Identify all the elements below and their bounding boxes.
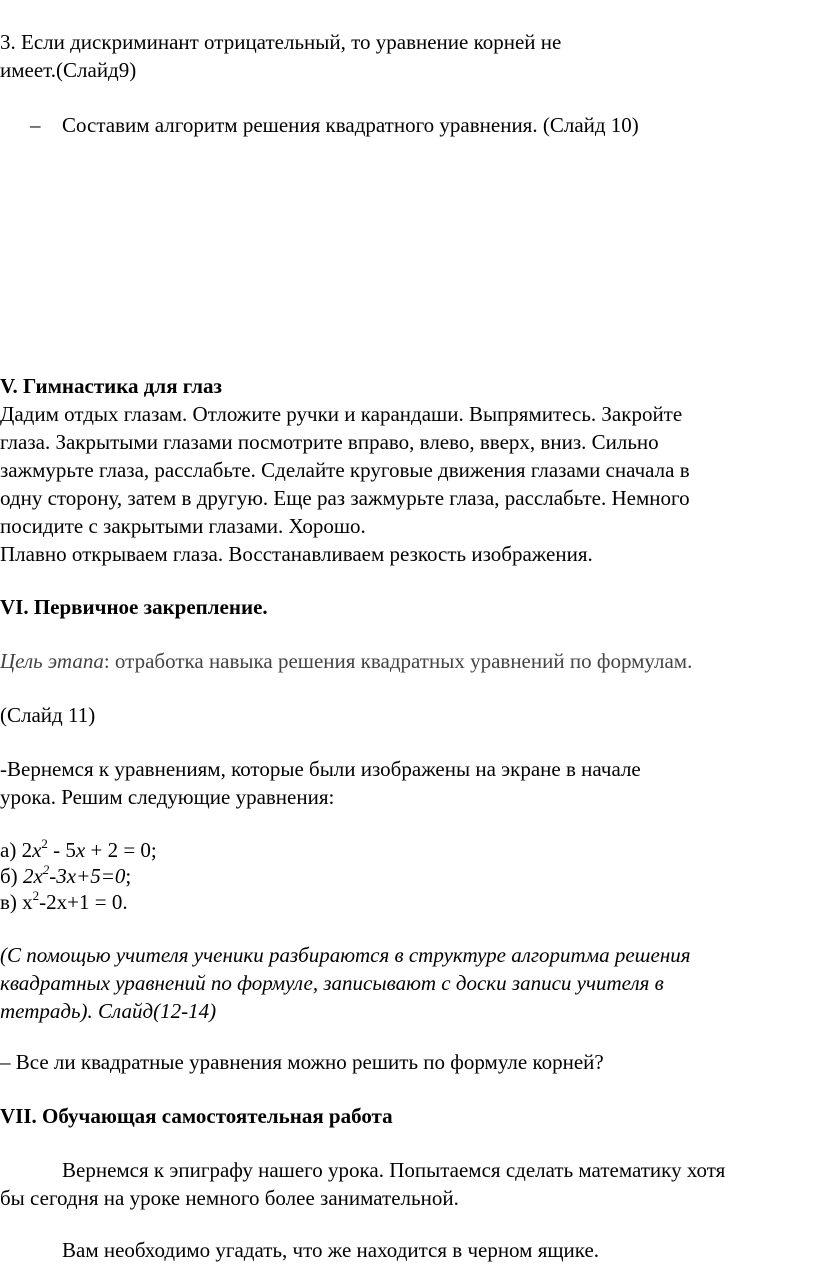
- eq-a-end: + 2 = 0;: [85, 838, 157, 862]
- eq-a-exponent: 2: [41, 836, 48, 851]
- question-line: – Все ли квадратные уравнения можно решить по формуле корней?: [0, 1050, 604, 1074]
- intro-line1: -Вернемся к уравнениям, которые были изображены на экране в начале: [0, 757, 641, 781]
- slide11-label: (Слайд 11): [0, 703, 96, 727]
- section5-line: зажмурьте глаза, расслабьте. Сделайте круговые движения глазами сначала в: [0, 458, 690, 482]
- note-line: тетрадь). Слайд(12-14): [0, 999, 217, 1023]
- goal-label: Цель этапа: [0, 649, 104, 673]
- note-line: (С помощью учителя ученики разбираются в структуре алгоритма решения: [0, 943, 691, 967]
- equation-b: [0, 862, 131, 890]
- equation-c: [0, 888, 128, 916]
- eq-a-var: x: [32, 838, 42, 862]
- para2: Вам необходимо угадать, что же находится в черном ящике.: [62, 1238, 600, 1262]
- eq-b-prefix: б): [0, 864, 23, 888]
- section5-line: одну сторону, затем в другую. Еще раз зажмурьте глаза, расслабьте. Немного: [0, 486, 690, 510]
- eq-a-mid: - 5: [47, 838, 76, 862]
- section5-body: [0, 400, 690, 568]
- section5-line: Дадим отдых глазам. Отложите ручки и карандаши. Выпрямитесь. Закройте: [0, 402, 683, 426]
- section5-line: глаза. Закрытыми глазами посмотрите вправо, влево, вверх, вниз. Сильно: [0, 430, 659, 454]
- eq-a-var: x: [75, 838, 86, 862]
- section5-line: Плавно открываем глаза. Восстанавливаем резкость изображения.: [0, 542, 593, 566]
- item3-line2: имеет.(Слайд9): [0, 58, 137, 82]
- item3-line1: 3. Если дискриминант отрицательный, то уравнение корней не: [0, 30, 562, 54]
- note-line: квадратных уравнений по формуле, записывают с доски записи учителя в: [0, 971, 664, 995]
- eq-c-prefix: в) x: [0, 890, 33, 914]
- bullet-item: [0, 111, 639, 139]
- eq-c-exponent: 2: [32, 888, 40, 903]
- eq-c-rest: -2x+1 = 0.: [39, 890, 128, 914]
- section7-heading: VII. Обучающая самостоятельная работа: [0, 1104, 393, 1128]
- eq-b-exponent: 2: [42, 862, 50, 877]
- para1-line1: Вернемся к эпиграфу нашего урока. Попытаемся сделать математику хотя: [62, 1158, 726, 1182]
- section6-heading: VI. Первичное закрепление.: [0, 595, 268, 619]
- para1-line2: бы сегодня на уроке немного более занимательной.: [0, 1186, 459, 1210]
- eq-b-rest: -3x+5=0: [49, 864, 126, 888]
- teacher-note: [0, 941, 691, 1025]
- goal-text: : отработка навыка решения квадратных уравнений по формулам.: [103, 649, 693, 673]
- eq-b-end: ;: [125, 864, 132, 888]
- eq-b-base: 2x: [22, 864, 43, 888]
- intro-line2: урока. Решим следующие уравнения:: [0, 785, 335, 809]
- goal-line: [0, 647, 692, 675]
- eq-a-prefix: а) 2: [0, 838, 33, 862]
- equation-a: [0, 836, 157, 864]
- section5-heading: V. Гимнастика для глаз: [0, 374, 222, 398]
- bullet-marker: –: [30, 113, 41, 137]
- section5-line: посидите с закрытыми глазами. Хорошо.: [0, 514, 366, 538]
- bullet-text: Составим алгоритм решения квадратного уравнения. (Слайд 10): [62, 113, 639, 137]
